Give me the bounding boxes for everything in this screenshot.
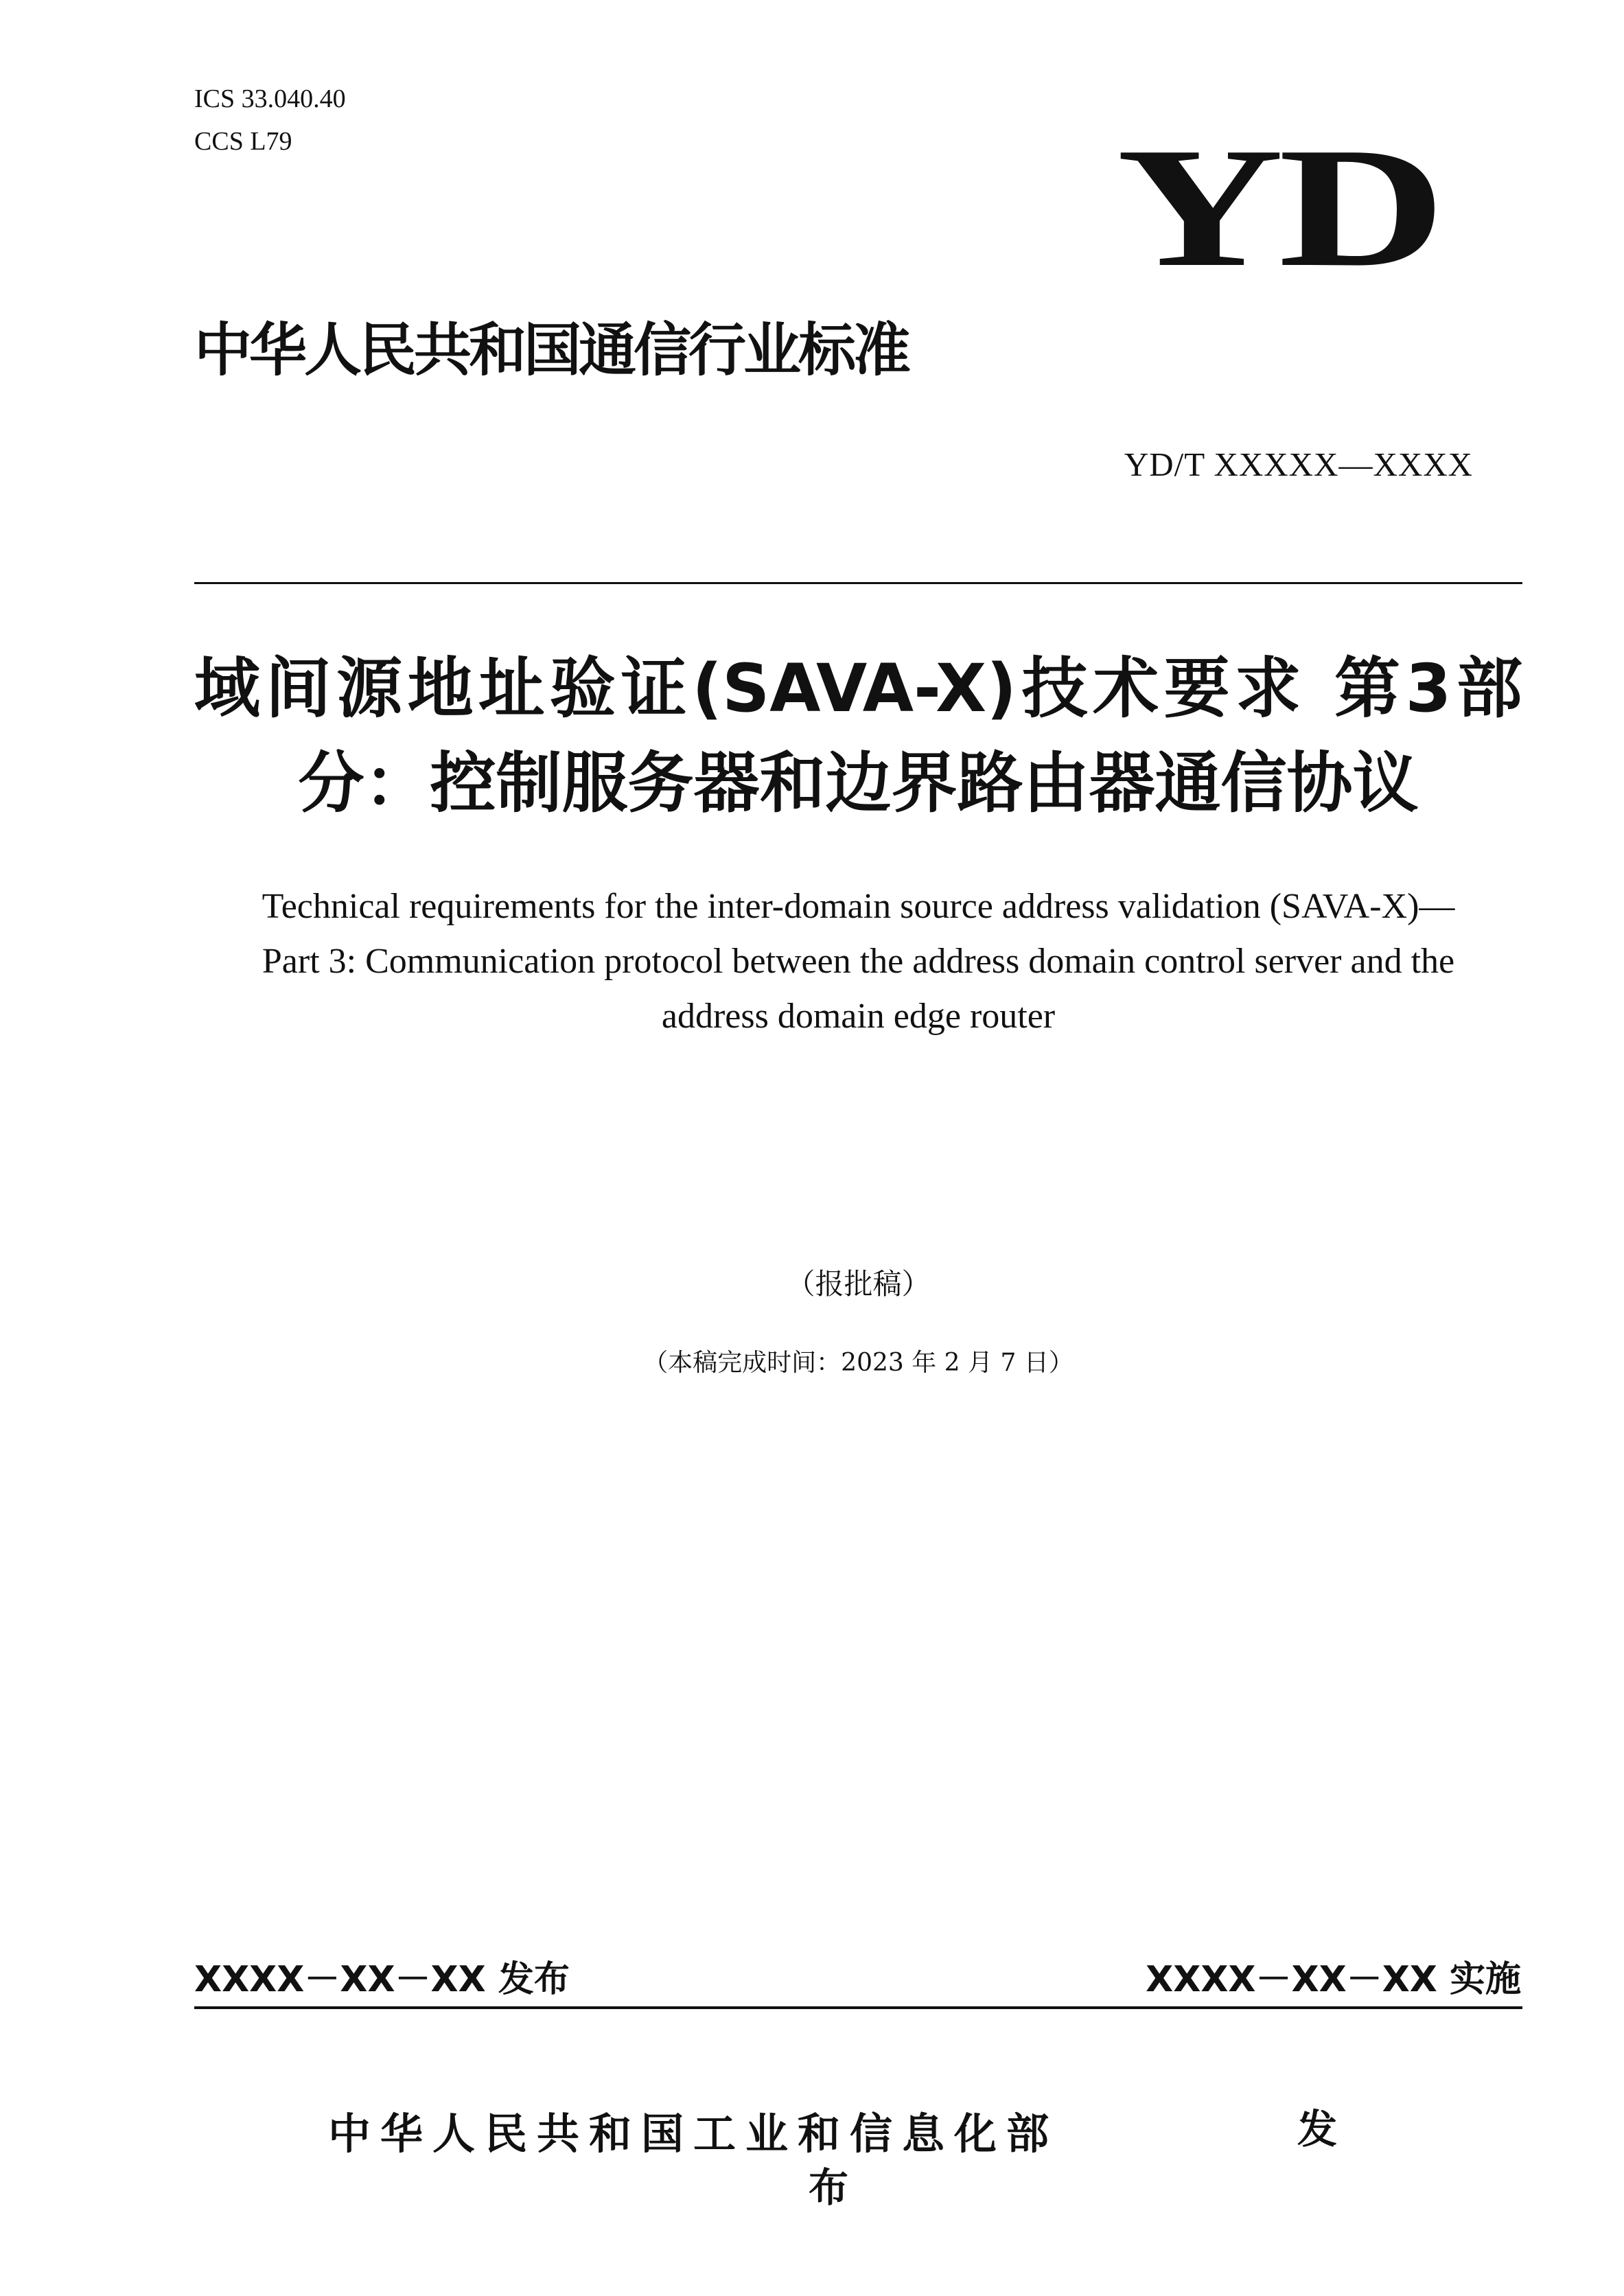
yd-logo: YD — [1116, 113, 1440, 303]
title-en-line-1: Technical requirements for the inter-domain source address validation (SAVA-X)— — [262, 887, 1455, 926]
ccs-code: CCS L79 — [194, 127, 292, 156]
completion-time: （本稿完成时间：2023 年 2 月 7 日） — [643, 1349, 1074, 1377]
issuing-authority: 中华人民共和国工业和信息化部 — [328, 2109, 1059, 2159]
title-en-line-2: Part 3: Communication protocol between the address domain control server and the — [262, 942, 1455, 981]
issue-label-part-1: 发 — [1297, 2106, 1338, 2153]
draft-stage: （报批稿） — [786, 1267, 931, 1301]
publish-date: XXXX－XX－XX 发布 — [194, 1959, 570, 2000]
standard-category: 中华人民共和国通信行业标准 — [194, 316, 909, 384]
top-divider — [194, 582, 1522, 584]
title-cn-line-1: 域间源地址验证(SAVA-X)技术要求 第3部 — [194, 650, 1522, 727]
title-cn-line-2: 分：控制服务器和边界路由器通信协议 — [298, 745, 1419, 822]
bottom-divider — [194, 2006, 1522, 2009]
title-en-line-3: address domain edge router — [661, 997, 1056, 1036]
implement-date: XXXX－XX－XX 实施 — [1146, 1959, 1521, 2000]
standard-number: YD/T XXXXX—XXXX — [1124, 445, 1473, 483]
ics-code: ICS 33.040.40 — [194, 84, 346, 113]
issue-label-part-2: 布 — [809, 2164, 849, 2211]
